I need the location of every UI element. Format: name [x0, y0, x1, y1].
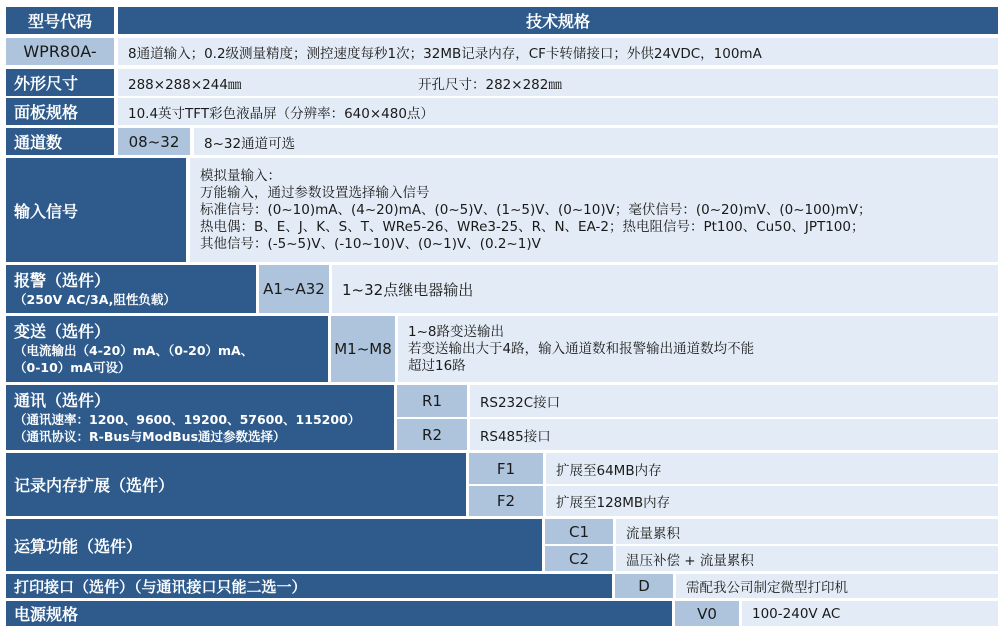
panel-desc: 10.4英寸TFT彩色液晶屏（分辨率：640×480点） — [118, 98, 998, 125]
channels-code: 08~32 — [118, 128, 190, 155]
memory-desc-f1: 扩展至64MB内存 — [546, 453, 998, 484]
comm-desc-r2: RS485接口 — [470, 419, 998, 450]
power-label: 电源规格 — [6, 601, 672, 626]
printer-desc: 需配我公司制定微型打印机 — [676, 574, 998, 598]
compute-label: 运算功能（选件） — [6, 519, 542, 571]
comm-code-r1: R1 — [397, 385, 467, 417]
transmit-title: 变送（选件） — [14, 322, 111, 341]
memory-label: 记录内存扩展（选件） — [6, 453, 466, 516]
comm-sub: （通讯协议：R-Bus与ModBus通过参数选择） — [14, 428, 286, 444]
dimensions-size: 288×288×244㎜ — [128, 76, 242, 93]
transmit-line: 1~8路变送输出 — [408, 323, 504, 340]
transmit-desc — [398, 316, 998, 382]
dimensions-cutout: 开孔尺寸：282×282㎜ — [418, 76, 562, 93]
model-code-cell: WPR80A- — [6, 38, 114, 65]
transmit-code: M1~M8 — [331, 316, 395, 382]
printer-label: 打印接口（选件）（与通讯接口只能二选一） — [6, 574, 612, 598]
alarm-title: 报警（选件） — [14, 270, 111, 290]
alarm-label — [6, 265, 256, 313]
memory-code-f2: F2 — [469, 486, 543, 516]
input-label: 输入信号 — [6, 158, 186, 262]
header-spec: 技术规格 — [118, 7, 998, 34]
dimensions-value — [118, 69, 998, 96]
transmit-sub: （电流输出（4-20）mA、（0-20）mA、 — [14, 343, 254, 358]
input-line: 万能输入，通过参数设置选择输入信号 — [200, 184, 430, 201]
alarm-sub: （250V AC/3A,阻性负载） — [14, 291, 176, 307]
printer-code: D — [615, 574, 673, 598]
channels-desc: 8~32通道可选 — [194, 128, 998, 155]
power-desc: 100-240V AC — [742, 601, 998, 626]
input-line: 热电偶：B、E、J、K、S、T、WRe5-26、WRe3-25、R、N、EA-2；热电阻信号：Pt100、Cu50、JPT100； — [200, 218, 865, 235]
comm-label — [6, 385, 394, 450]
transmit-label — [6, 316, 328, 382]
transmit-line: 若变送输出大于4路，输入通道数和报警输出通道数均不能 — [408, 340, 755, 357]
alarm-code: A1~A32 — [259, 265, 329, 313]
comm-title: 通讯（选件） — [14, 390, 111, 410]
compute-code-c2: C2 — [545, 546, 613, 571]
compute-desc-c1: 流量累积 — [616, 519, 998, 544]
dimensions-label: 外形尺寸 — [6, 69, 114, 96]
header-model-code: 型号代码 — [6, 7, 114, 34]
power-code: V0 — [675, 601, 739, 626]
compute-desc-c2: 温压补偿 + 流量累积 — [616, 546, 998, 571]
comm-code-r2: R2 — [397, 419, 467, 450]
transmit-line: 超过16路 — [408, 357, 466, 374]
input-desc — [190, 158, 998, 262]
transmit-sub: （0-10）mA可设） — [14, 360, 131, 375]
input-line: 其他信号：(-5~5)V、(-10~10)V、(0~1)V、(0.2~1)V — [200, 235, 541, 252]
input-line: 标准信号：(0~10)mA、(4~20)mA、(0~5)V、(1~5)V、(0~10)V；毫伏信号：(0~20)mV、(0~100)mV； — [200, 201, 872, 218]
alarm-desc: 1~32点继电器输出 — [332, 265, 998, 313]
comm-desc-r1: RS232C接口 — [470, 385, 998, 417]
channels-label: 通道数 — [6, 128, 114, 155]
comm-sub: （通讯速率：1200、9600、19200、57600、115200） — [14, 411, 361, 427]
input-line: 模拟量输入： — [200, 167, 281, 184]
panel-label: 面板规格 — [6, 98, 114, 125]
model-desc: 8通道输入；0.2级测量精度；测控速度每秒1次；32MB记录内存，CF卡转储接口；外供24VDC，100mA — [118, 38, 998, 65]
memory-code-f1: F1 — [469, 453, 543, 484]
memory-desc-f2: 扩展至128MB内存 — [546, 486, 998, 516]
compute-code-c1: C1 — [545, 519, 613, 544]
